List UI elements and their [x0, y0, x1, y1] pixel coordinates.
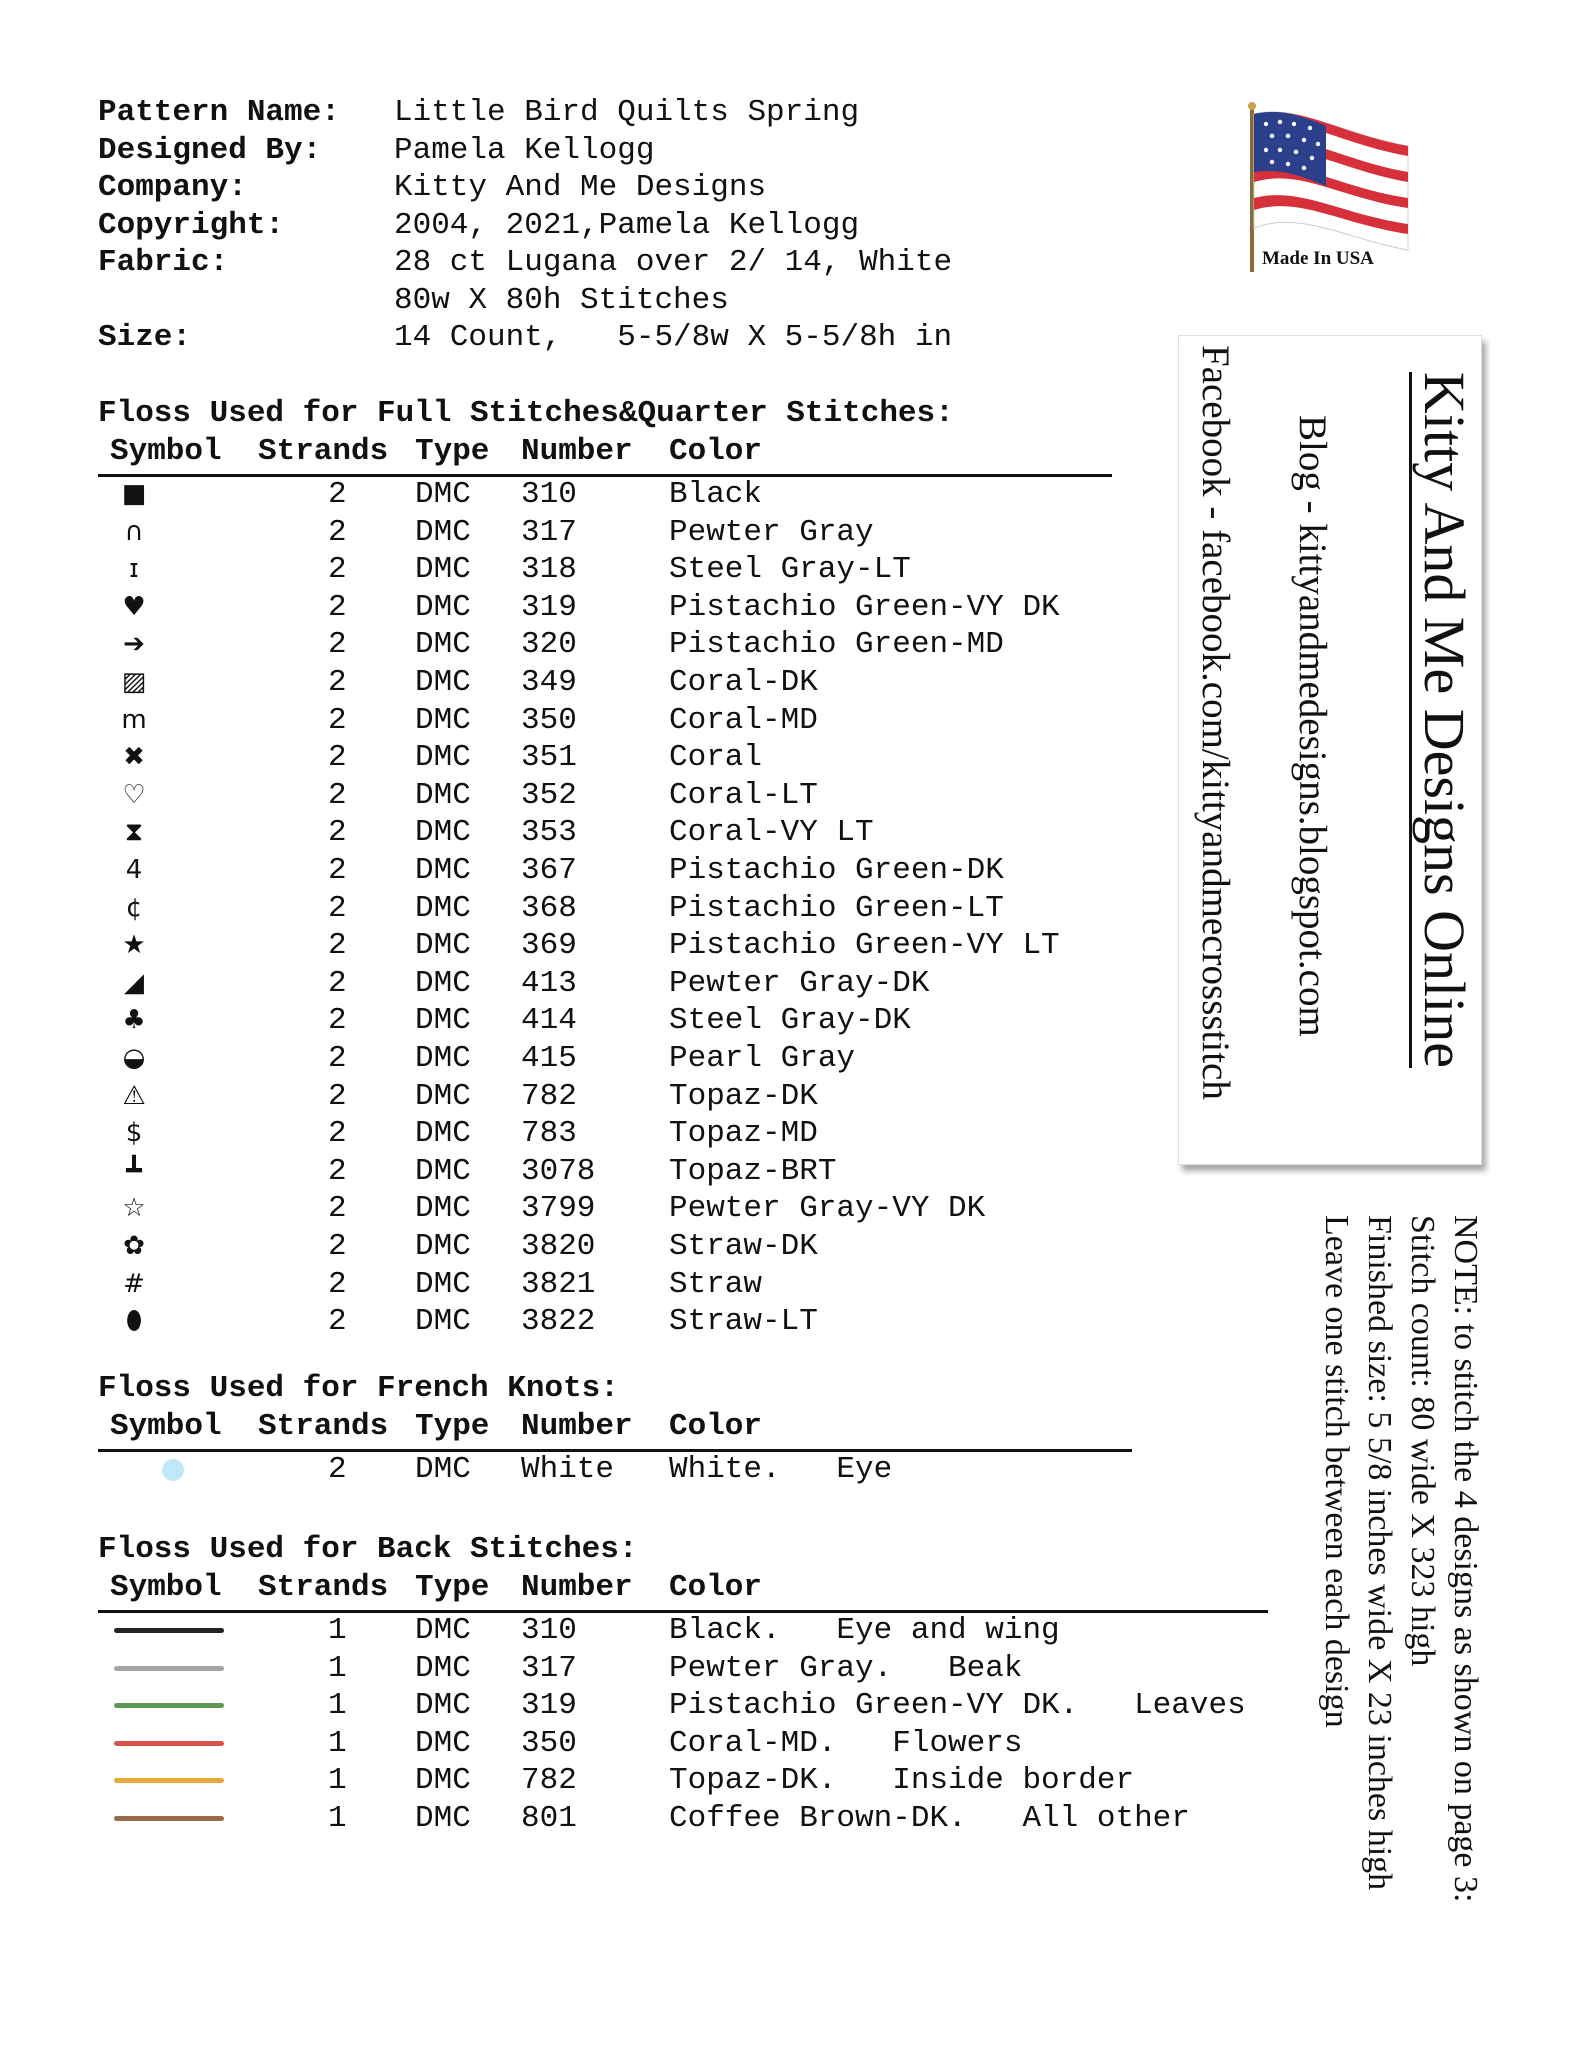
color-cell: Pistachio Green-MD: [669, 627, 1004, 663]
strands-cell: 2: [328, 777, 347, 813]
strands-cell: 1: [328, 1801, 347, 1836]
table-row: [98, 1190, 1278, 1228]
number-cell: 3078: [521, 1153, 596, 1189]
type-cell: DMC: [415, 815, 471, 851]
number-cell: 782: [521, 1763, 577, 1799]
strands-cell: 2: [328, 1191, 347, 1227]
color-cell: Coral-LT: [669, 777, 818, 813]
type-cell: DMC: [415, 1801, 471, 1836]
table-row: [98, 551, 1278, 589]
symbol-icon: m: [121, 704, 147, 735]
type-cell: DMC: [415, 1003, 471, 1039]
color-cell: Pewter Gray-DK: [669, 965, 930, 1001]
strands-cell: 2: [328, 1452, 347, 1487]
symbol-icon: ¢: [125, 892, 143, 923]
type-cell: DMC: [415, 1688, 471, 1724]
symbol-icon: ◢: [124, 967, 144, 998]
info-value: Kitty And Me Designs: [394, 170, 767, 205]
full-stitches-title: Floss Used for Full Stitches&Quarter Stitches:: [98, 396, 954, 431]
info-row: [98, 244, 952, 282]
color-cell: Straw: [669, 1266, 763, 1302]
type-cell: DMC: [415, 928, 471, 964]
info-value: Pamela Kellogg: [394, 132, 655, 168]
note-line-2: Stitch count: 80 wide X 323 high: [1404, 1215, 1441, 1667]
number-cell: 414: [521, 1003, 577, 1039]
table-row: [98, 852, 1278, 890]
number-cell: 369: [521, 928, 577, 964]
info-row: [98, 319, 952, 357]
header-type: Type: [415, 1409, 490, 1444]
strands-cell: 2: [328, 890, 347, 926]
color-cell: Topaz-DK: [669, 1078, 818, 1114]
symbol-icon: ▨: [121, 667, 147, 697]
header-symbol: Symbol: [110, 1570, 222, 1605]
french-knots-title: Floss Used for French Knots:: [98, 1371, 619, 1406]
type-cell: DMC: [415, 1452, 471, 1487]
color-cell: Pistachio Green-VY DK. Leaves: [669, 1688, 1246, 1724]
backstitch-line-icon: [114, 1741, 224, 1746]
number-cell: 350: [521, 702, 577, 738]
type-cell: DMC: [415, 1191, 471, 1227]
table-row: [98, 702, 1278, 740]
number-cell: 3820: [521, 1229, 596, 1264]
info-row: [98, 169, 952, 207]
header-number: Number: [521, 434, 633, 469]
symbol-icon: ┻: [126, 1155, 142, 1186]
symbol-icon: ■: [121, 479, 147, 509]
symbol-icon: ➔: [123, 629, 145, 660]
type-cell: DMC: [415, 1153, 471, 1189]
table-row: [98, 1800, 1278, 1838]
strands-cell: 2: [328, 627, 347, 663]
table-row: [98, 1115, 1278, 1153]
symbol-icon: #: [123, 1268, 145, 1299]
info-value: 2004, 2021,Pamela Kellogg: [394, 207, 860, 243]
number-cell: 3821: [521, 1266, 596, 1302]
type-cell: DMC: [415, 1304, 471, 1340]
table-row: [98, 927, 1278, 965]
table-row: [98, 1040, 1278, 1078]
card-title-text: Kitty And Me Designs Online: [1409, 372, 1477, 1068]
type-cell: DMC: [415, 514, 471, 550]
strands-cell: 2: [328, 815, 347, 851]
number-cell: 310: [521, 1613, 577, 1648]
table-row: [98, 1725, 1278, 1763]
info-row: [98, 94, 952, 132]
color-cell: Pistachio Green-DK: [669, 853, 1004, 888]
table-row: [98, 1650, 1278, 1688]
color-cell: Pewter Gray-VY DK: [669, 1191, 986, 1227]
info-value: 14 Count, 5-5/8w X 5-5/8h in: [394, 320, 953, 355]
info-value: 80w X 80h Stitches: [394, 282, 729, 318]
strands-cell: 2: [328, 740, 347, 776]
strands-cell: 1: [328, 1650, 347, 1686]
table-row: [98, 1612, 1278, 1650]
header-symbol: Symbol: [110, 1409, 222, 1444]
table-row: [98, 476, 1278, 514]
type-cell: DMC: [415, 1650, 471, 1686]
table-row: [98, 1228, 1278, 1266]
number-cell: 318: [521, 552, 577, 588]
number-cell: 317: [521, 1650, 577, 1686]
strands-cell: 2: [328, 1229, 347, 1264]
info-label: Pattern Name:: [98, 95, 340, 130]
full-stitches-header: [98, 434, 1112, 477]
strands-cell: 1: [328, 1725, 347, 1761]
type-cell: DMC: [415, 1763, 471, 1799]
symbol-icon: ⬮: [125, 1306, 143, 1337]
strands-cell: 1: [328, 1763, 347, 1799]
number-cell: 319: [521, 589, 577, 625]
table-row: [98, 965, 1278, 1003]
info-row: [98, 132, 952, 170]
table-row: [98, 814, 1278, 852]
symbol-icon: 4: [125, 855, 143, 885]
strands-cell: 2: [328, 853, 347, 888]
color-cell: Coral-MD: [669, 702, 818, 738]
table-row: [98, 589, 1278, 627]
card-title: [1411, 372, 1478, 1068]
strands-cell: 2: [328, 702, 347, 738]
type-cell: DMC: [415, 1078, 471, 1114]
number-cell: 319: [521, 1688, 577, 1724]
symbol-icon: ♥: [122, 591, 146, 622]
strands-cell: 2: [328, 1153, 347, 1189]
number-cell: 352: [521, 777, 577, 813]
strands-cell: 1: [328, 1613, 347, 1648]
table-row: [98, 1078, 1278, 1116]
strands-cell: 2: [328, 665, 347, 700]
color-cell: Black. Eye and wing: [669, 1613, 1060, 1648]
symbol-icon: ☆: [122, 1193, 146, 1224]
note-line-1: NOTE: to stitch the 4 designs as shown on page 3:: [1447, 1215, 1484, 1903]
color-cell: Straw-DK: [669, 1229, 818, 1264]
table-row: [98, 626, 1278, 664]
strands-cell: 2: [328, 928, 347, 964]
number-cell: 3799: [521, 1191, 596, 1227]
number-cell: 415: [521, 1041, 577, 1076]
header-type: Type: [415, 1570, 490, 1605]
strands-cell: 2: [328, 1003, 347, 1039]
table-row: [98, 1451, 1278, 1489]
info-label: Fabric:: [98, 245, 229, 280]
card-blog: Blog - kittyandmedesigns.blogspot.com: [1291, 415, 1334, 1037]
number-cell: 349: [521, 665, 577, 700]
table-row: [98, 777, 1278, 815]
symbol-icon: ◒: [122, 1043, 146, 1073]
color-cell: Coral-MD. Flowers: [669, 1725, 1023, 1761]
type-cell: DMC: [415, 627, 471, 663]
header-color: Color: [669, 1409, 763, 1444]
strands-cell: 2: [328, 514, 347, 550]
note-line-3: Finished size: 5 5/8 inches wide X 23 inches high: [1361, 1215, 1398, 1891]
number-cell: 367: [521, 853, 577, 888]
strands-cell: 2: [328, 1304, 347, 1340]
symbol-icon: ɪ: [129, 554, 139, 585]
color-cell: Pistachio Green-LT: [669, 890, 1004, 926]
table-row: [98, 1002, 1278, 1040]
number-cell: White: [521, 1452, 615, 1487]
made-in-usa-label: Made In USA: [1262, 248, 1374, 269]
backstitch-line-icon: [114, 1816, 224, 1821]
color-cell: Topaz-DK. Inside border: [669, 1763, 1135, 1799]
info-value: Little Bird Quilts Spring: [394, 95, 860, 130]
color-cell: Coral-DK: [669, 665, 818, 700]
number-cell: 353: [521, 815, 577, 851]
strands-cell: 1: [328, 1688, 347, 1724]
table-row: [98, 1762, 1278, 1800]
strands-cell: 2: [328, 552, 347, 588]
type-cell: DMC: [415, 1229, 471, 1264]
color-cell: Black: [669, 477, 763, 512]
strands-cell: 2: [328, 965, 347, 1001]
type-cell: DMC: [415, 1613, 471, 1648]
table-row: [98, 1266, 1278, 1304]
color-cell: Topaz-MD: [669, 1116, 818, 1152]
type-cell: DMC: [415, 665, 471, 700]
symbol-icon: $: [125, 1118, 143, 1149]
header-strands: Strands: [258, 1409, 389, 1444]
type-cell: DMC: [415, 1266, 471, 1302]
color-cell: Steel Gray-LT: [669, 552, 911, 588]
symbol-icon: ★: [122, 930, 146, 961]
number-cell: 801: [521, 1801, 577, 1836]
color-cell: Coral: [669, 740, 763, 776]
strands-cell: 2: [328, 1041, 347, 1076]
symbol-icon: ✖: [123, 742, 145, 773]
type-cell: DMC: [415, 1041, 471, 1076]
symbol-icon: ♡: [122, 779, 146, 810]
back-stitches-title: Floss Used for Back Stitches:: [98, 1532, 638, 1567]
type-cell: DMC: [415, 965, 471, 1001]
strands-cell: 2: [328, 589, 347, 625]
table-row: [98, 664, 1278, 702]
color-cell: Pewter Gray: [669, 514, 874, 550]
type-cell: DMC: [415, 740, 471, 776]
color-cell: Topaz-BRT: [669, 1153, 837, 1189]
type-cell: DMC: [415, 1116, 471, 1152]
info-row: [98, 207, 952, 245]
info-label: Copyright:: [98, 207, 285, 243]
symbol-icon: ♣: [122, 1005, 146, 1036]
strands-cell: 2: [328, 1266, 347, 1302]
symbol-icon: ⚠: [122, 1080, 146, 1111]
symbol-icon: ✿: [123, 1231, 145, 1261]
type-cell: DMC: [415, 477, 471, 512]
header-strands: Strands: [258, 434, 389, 469]
type-cell: DMC: [415, 853, 471, 888]
strands-cell: 2: [328, 1116, 347, 1152]
type-cell: DMC: [415, 702, 471, 738]
number-cell: 3822: [521, 1304, 596, 1340]
color-cell: Pistachio Green-VY LT: [669, 928, 1060, 964]
type-cell: DMC: [415, 552, 471, 588]
header-symbol: Symbol: [110, 434, 222, 469]
symbol-icon: ∩: [124, 516, 144, 547]
table-row: [98, 1687, 1278, 1725]
color-cell: Straw-LT: [669, 1304, 818, 1340]
header-strands: Strands: [258, 1570, 389, 1605]
table-row: [98, 1303, 1278, 1341]
color-cell: White. Eye: [669, 1452, 893, 1487]
type-cell: DMC: [415, 589, 471, 625]
color-cell: Steel Gray-DK: [669, 1003, 911, 1039]
info-label: Size:: [98, 320, 192, 355]
note-line-4: Leave one stitch between each design: [1318, 1215, 1355, 1728]
info-label: Company:: [98, 170, 247, 205]
info-row: [98, 282, 952, 320]
header-color: Color: [669, 434, 763, 469]
number-cell: 368: [521, 890, 577, 926]
number-cell: 782: [521, 1078, 577, 1114]
french-knot-dot-icon: [162, 1459, 184, 1481]
backstitch-line-icon: [114, 1703, 224, 1708]
number-cell: 310: [521, 477, 577, 512]
color-cell: Pewter Gray. Beak: [669, 1650, 1023, 1686]
header-number: Number: [521, 1409, 633, 1444]
card-facebook: Facebook - facebook.com/kittyandmecrossstitch: [1194, 345, 1237, 1100]
color-cell: Pistachio Green-VY DK: [669, 589, 1060, 625]
table-row: [98, 514, 1278, 552]
strands-cell: 2: [328, 477, 347, 512]
header-color: Color: [669, 1570, 763, 1605]
number-cell: 413: [521, 965, 577, 1001]
info-label: Designed By:: [98, 132, 322, 168]
backstitch-line-icon: [114, 1666, 224, 1671]
type-cell: DMC: [415, 777, 471, 813]
back-stitches-header: [98, 1570, 1268, 1613]
table-row: [98, 1153, 1278, 1191]
number-cell: 350: [521, 1725, 577, 1761]
table-row: [98, 890, 1278, 928]
symbol-icon: ⧗: [124, 817, 144, 848]
info-label: [98, 282, 394, 320]
header-type: Type: [415, 434, 490, 469]
pattern-info: [98, 94, 952, 357]
header-number: Number: [521, 1570, 633, 1605]
color-cell: Coral-VY LT: [669, 815, 874, 851]
number-cell: 317: [521, 514, 577, 550]
info-value: 28 ct Lugana over 2/ 14, White: [394, 245, 953, 280]
number-cell: 320: [521, 627, 577, 663]
french-knots-header: [98, 1409, 1132, 1452]
type-cell: DMC: [415, 1725, 471, 1761]
strands-cell: 2: [328, 1078, 347, 1114]
table-row: [98, 739, 1278, 777]
type-cell: DMC: [415, 890, 471, 926]
backstitch-line-icon: [114, 1628, 224, 1633]
color-cell: Coffee Brown-DK. All other: [669, 1801, 1190, 1836]
number-cell: 351: [521, 740, 577, 776]
number-cell: 783: [521, 1116, 577, 1152]
color-cell: Pearl Gray: [669, 1041, 856, 1076]
backstitch-line-icon: [114, 1778, 224, 1783]
